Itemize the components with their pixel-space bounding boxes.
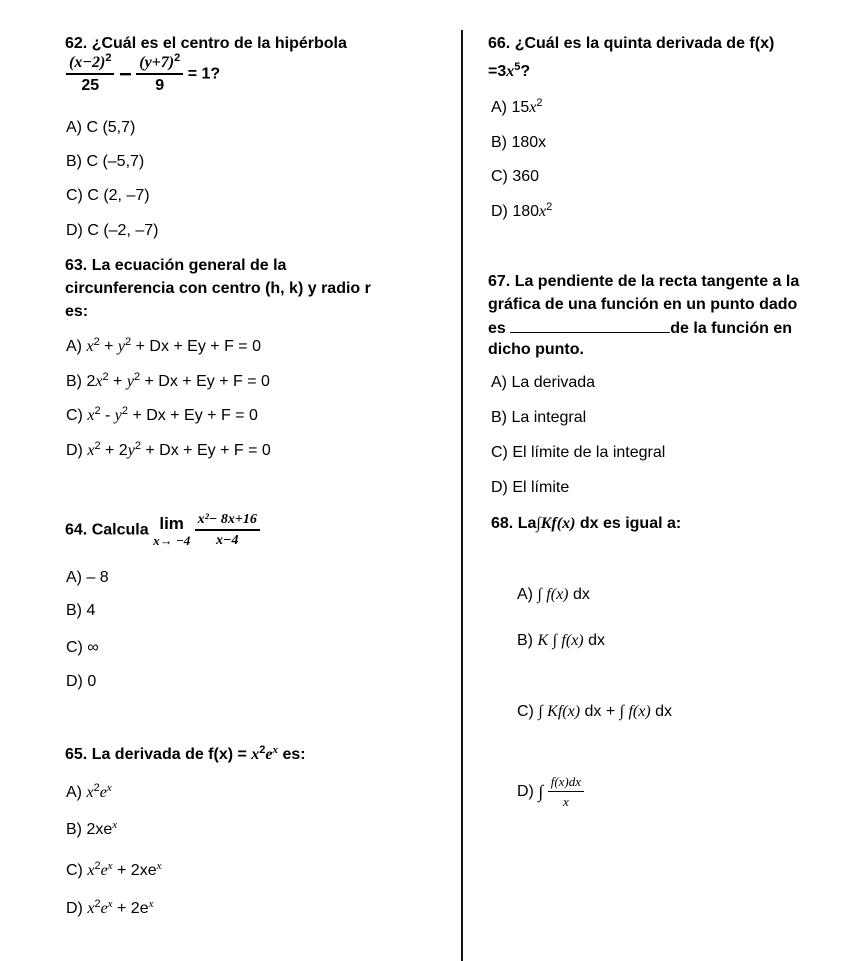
q67-line1: 67. La pendiente de la recta tangente a la (488, 273, 800, 290)
q64-title: 64. Calcula lim x→ −4 $\frac{\text{x²− 8x+16}}{x-4}$ (65, 512, 260, 549)
q63-title-line2: circunferencia con centro (h, k) y radio r (65, 280, 371, 297)
q66-title: 66. ¿Cuál es la quinta derivada de f(x) (488, 35, 775, 52)
q68-title: 68. La∫Kf(x) dx es igual a: (491, 515, 682, 532)
q66-option-a: A) $15x^2$ (491, 97, 543, 116)
q67-option-a: A) La derivada (491, 374, 596, 391)
q68-option-d: D) ∫ $\frac{f(x)dx}{x}$ (517, 774, 584, 810)
q63-option-c: C) $x^2 - y^2 + Dx + Ey + F = 0$ (66, 405, 258, 424)
q68-option-b: B) K ∫ f(x) dx (517, 632, 605, 649)
q63-title-line3: es: (65, 303, 89, 320)
q68-option-a: A) ∫ f(x) dx (517, 586, 590, 603)
q66-option-d: D) $180x^2$ (491, 201, 553, 220)
q63-option-d: D) $x^2 + 2y^2 + Dx + Ey + F = 0$ (66, 440, 271, 459)
q63-option-b: B) $2x^2 + y^2 + Dx + Ey + F = 0$ (66, 371, 270, 390)
q67-option-d: D) El límite (491, 479, 570, 496)
q68-d-fraction: $\frac{f(x)dx}{x}$ (548, 774, 584, 810)
q62-option-c: C) C (2, –7) (66, 187, 150, 204)
q64-option-c: C) ∞ (66, 639, 99, 656)
q64-fraction: $\frac{\text{x²− 8x+16}}{x-4}$ (195, 512, 260, 549)
q67-line2: gráfica de una función en un punto dado (488, 296, 798, 313)
q62-fraction-2: $\frac{(y+7)^2}{9}$ (136, 54, 183, 95)
q62-option-b: B) C (–5,7) (66, 153, 145, 170)
q67-option-b: B) La integral (491, 409, 587, 426)
column-divider (461, 30, 463, 961)
q66-title-line2: $=3x^5$? (488, 61, 531, 80)
q64-limit: lim x→ −4 (153, 513, 191, 548)
q67-blank (510, 318, 670, 333)
q67-line4: dicho punto. (488, 341, 584, 358)
q62-fraction-1: $\frac{(x-2)^2}{25}$ (66, 54, 114, 95)
q67-option-c: C) El límite de la integral (491, 444, 666, 461)
q66-option-c: C) 360 (491, 168, 540, 185)
q65-option-a: A) $x^2e^x$ (66, 782, 112, 801)
q64-option-a: A) – 8 (66, 569, 109, 586)
q65-option-b: B) $2xe^x$ (66, 819, 118, 838)
q62-option-a: A) C (5,7) (66, 119, 136, 136)
q67-line3: es de la función en (488, 320, 793, 337)
q62-option-d: D) C (–2, –7) (66, 222, 159, 239)
q68-option-c: C) ∫ Kf(x) dx + ∫ f(x) dx (517, 703, 673, 720)
q64-option-b: B) 4 (66, 602, 96, 619)
q62-title: 62. ¿Cuál es el centro de la hipérbola (65, 35, 347, 52)
q66-option-b: B) 180x (491, 134, 547, 151)
q63-title-line1: 63. La ecuación general de la (65, 257, 287, 274)
q62-equation: $\frac{(x-2)^2}{25}$ − $\frac{(y+7)^2}{9}$ = 1? (66, 54, 220, 95)
q64-option-d: D) 0 (66, 673, 97, 690)
q63-option-a: A) $x^2 + y^2 + Dx + Ey + F = 0$ (66, 336, 261, 355)
q65-option-c: C) $x^2e^x + 2xe^x$ (66, 860, 162, 879)
q65-title: 65. La derivada de $f(x) = x^2e^x$ es: (65, 744, 306, 763)
q65-option-d: D) $x^2e^x + 2e^x$ (66, 898, 154, 917)
